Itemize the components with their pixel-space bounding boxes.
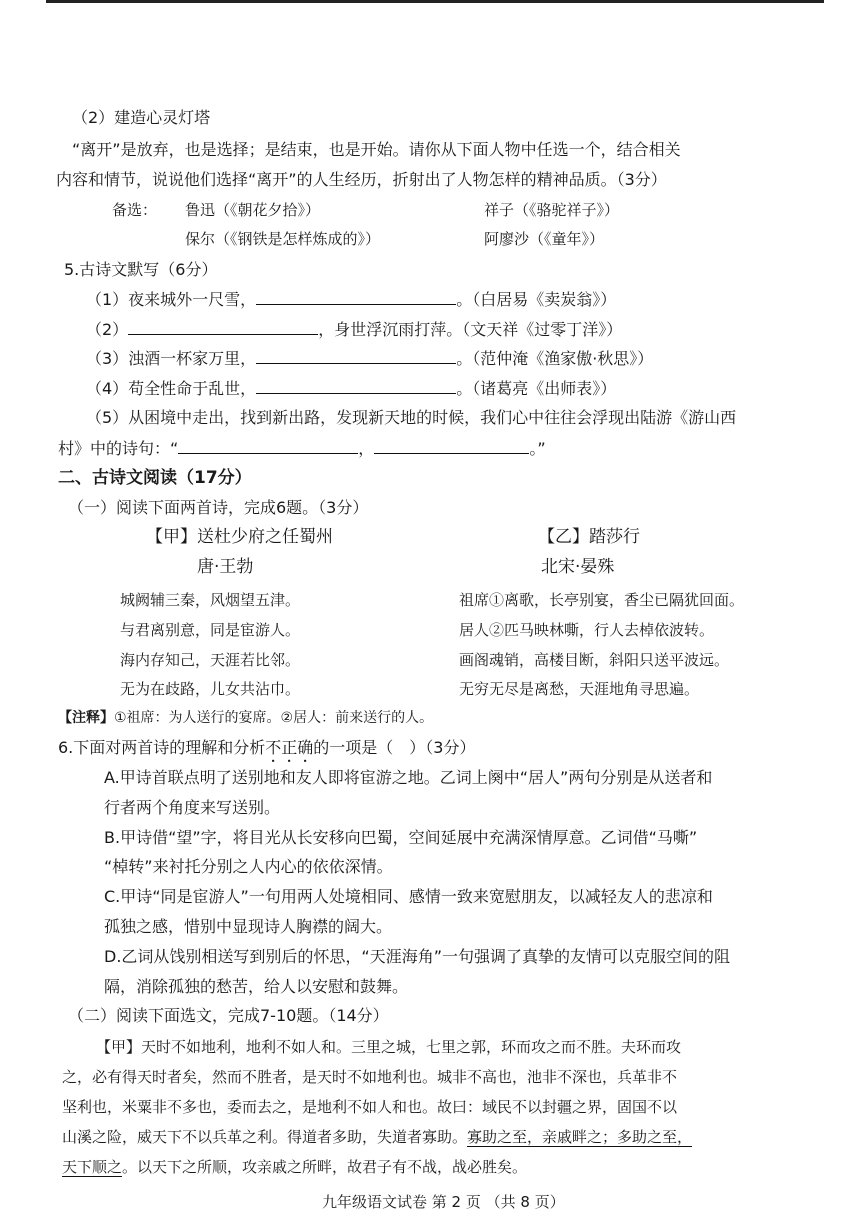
q5-item1-prompt: （1）夜来城外一尺雪，	[86, 290, 257, 309]
poem-a-line1: 城阙辅三秦，风烟望五津。	[120, 591, 301, 609]
q5-2-prompt-line2: 内容和情节，说说他们选择“离开”的人生经历，折射出了人物怎样的精神品质。（3分）	[56, 170, 667, 189]
poem-b-title: 【乙】踏莎行	[538, 527, 640, 547]
q6-option-d-line2: 隔，消除孤独的愁苦，给人以安慰和鼓舞。	[104, 977, 409, 996]
passage-line3: 坚利也，米粟非不多也，委而去之，是地利不如人和也。故曰：域民不以封疆之界，固国不以	[62, 1098, 678, 1116]
answer-blank[interactable]	[128, 318, 318, 335]
q6-stem	[58, 737, 475, 766]
q5-item1-source: 。（白居易《卖炭翁》）	[456, 290, 617, 309]
q6-option-a-line1[interactable]: A.甲诗首联点明了送别地和友人即将宦游之地。乙词上阕中“居人”两句分别是从送者和	[104, 768, 713, 787]
q5-item4-prompt: （4）苟全性命于乱世，	[86, 379, 257, 398]
passage-line2: 之，必有得天时者矣，然而不胜者，是天时不如地利也。城非不高也，池非不深也，兵革非不	[62, 1068, 678, 1086]
notes-label: 【注释】	[58, 710, 114, 726]
q6-stem-post: 的一项是（ ）（3分）	[313, 738, 476, 757]
option-paul: 保尔（《钢铁是怎样炼成的》）	[185, 230, 381, 248]
q5-item3	[86, 347, 653, 370]
closing-quote: 。”	[529, 439, 546, 458]
q5-item2	[86, 318, 622, 341]
q6-stem-emphasis: 不正确	[265, 738, 314, 757]
q6-option-d-line1[interactable]: D.乙词从饯别相送写到别后的怀思，“天涯海角”一句强调了真挚的友情可以克服空间的阻	[104, 947, 730, 966]
poem-b-line3: 画阁魂销，高楼目断，斜阳只送平波远。	[459, 651, 730, 669]
passage-line4-text: 山溪之险，威天下不以兵革之利。得道者多助，失道者寡助。	[62, 1128, 468, 1146]
q6-option-a-line2: 行者两个角度来写送别。	[104, 798, 281, 817]
notes	[58, 707, 433, 729]
part2-title: （二）阅读下面选文，完成7-10题。（14分）	[68, 1006, 389, 1025]
q5-item5-prompt: 村》中的诗句：“	[58, 439, 179, 458]
q5-item2-prompt: （2）	[86, 320, 129, 339]
poem-a-line4: 无为在歧路，儿女共沾巾。	[120, 680, 301, 698]
poem-a-line2: 与君离别意，同是宦游人。	[120, 621, 301, 639]
answer-blank[interactable]	[256, 347, 456, 364]
q6-option-b-line1[interactable]: B.甲诗借“望”字，将目光从长安移向巴蜀，空间延展中充满深情厚意。乙词借“马嘶”	[104, 828, 698, 847]
poem-a-title: 【甲】送杜少府之任蜀州	[146, 527, 333, 547]
comma: ，	[358, 439, 375, 458]
q5-item4-source: 。（诸葛亮《出师表》）	[456, 379, 617, 398]
q6-option-b-line2: “棹转”来衬托分别之人内心的依依深情。	[104, 857, 393, 876]
q5-item4	[86, 377, 616, 400]
q5-title: 5.古诗文默写（6分）	[64, 260, 218, 279]
answer-blank[interactable]	[374, 437, 529, 454]
notes-text: ①祖席：为人送行的宴席。②居人：前来送行的人。	[114, 710, 434, 726]
part1-title: （一）阅读下面两首诗，完成6题。（3分）	[68, 498, 369, 517]
underlined-sentence: 寡助之至，亲戚畔之；多助之至，	[467, 1128, 693, 1146]
option-luxun: 鲁迅（《朝花夕拾》）	[185, 201, 321, 219]
answer-blank[interactable]	[256, 288, 456, 305]
poem-a-author: 唐·王勃	[197, 557, 254, 577]
options-label: 备选：	[112, 201, 158, 219]
q6-stem-pre: 6.下面对两首诗的理解和分析	[58, 738, 266, 757]
page-top-border	[46, 0, 824, 3]
option-xiangzi: 祥子（《骆驼祥子》）	[484, 201, 620, 219]
q6-option-c-line1[interactable]: C.甲诗“同是宦游人”一句用两人处境相同、感情一致来宽慰朋友，以减轻友人的悲凉和	[104, 887, 713, 906]
q5-item3-prompt: （3）浊酒一杯家万里，	[86, 349, 257, 368]
q5-item1	[86, 288, 616, 311]
q5-item5-line2	[58, 437, 546, 460]
poem-a-line3: 海内存知己，天涯若比邻。	[120, 651, 301, 669]
passage-line4	[62, 1126, 692, 1148]
q5-item2-source: ，身世浮沉雨打萍。（文天祥《过零丁洋》）	[318, 320, 623, 339]
poem-b-line4: 无穷无尽是离愁，天涯地角寻思遍。	[459, 680, 700, 698]
q5-2-title: （2）建造心灵灯塔	[72, 108, 211, 127]
underlined-sentence-end: 天下顺之	[62, 1158, 123, 1176]
passage-line5-text: 。以天下之所顺，攻亲戚之所畔，故君子有不战，战必胜矣。	[122, 1158, 528, 1176]
section2-title: 二、古诗文阅读（17分）	[58, 468, 252, 488]
q5-item3-source: 。（范仲淹《渔家傲·秋思》）	[456, 349, 654, 368]
q5-2-prompt-line1: “离开”是放弃，也是选择；是结束，也是开始。请你从下面人物中任选一个，结合相关	[72, 140, 681, 159]
poem-b-author: 北宋·晏殊	[541, 557, 615, 577]
passage-line1: 【甲】天时不如地利，地利不如人和。三里之城，七里之郭，环而攻之而不胜。夫环而攻	[96, 1038, 682, 1056]
answer-blank[interactable]	[256, 377, 456, 394]
poem-b-line1: 祖席①离歌，长亭别宴，香尘已隔犹回面。	[459, 591, 745, 609]
q6-option-c-line2: 孤独之感，惜别中显现诗人胸襟的阔大。	[104, 917, 393, 936]
poem-b-line2: 居人②匹马映林嘶，行人去棹依波转。	[459, 621, 715, 639]
option-alyosha: 阿廖沙（《童年》）	[484, 230, 605, 248]
passage-line5	[62, 1156, 527, 1178]
answer-blank[interactable]	[178, 437, 358, 454]
page-footer: 九年级语文试卷 第 2 页 （共 8 页）	[322, 1193, 565, 1211]
q5-item5-line1: （5）从困境中走出，找到新出路，发现新天地的时候，我们心中往往会浮现出陆游《游山西	[86, 408, 737, 427]
